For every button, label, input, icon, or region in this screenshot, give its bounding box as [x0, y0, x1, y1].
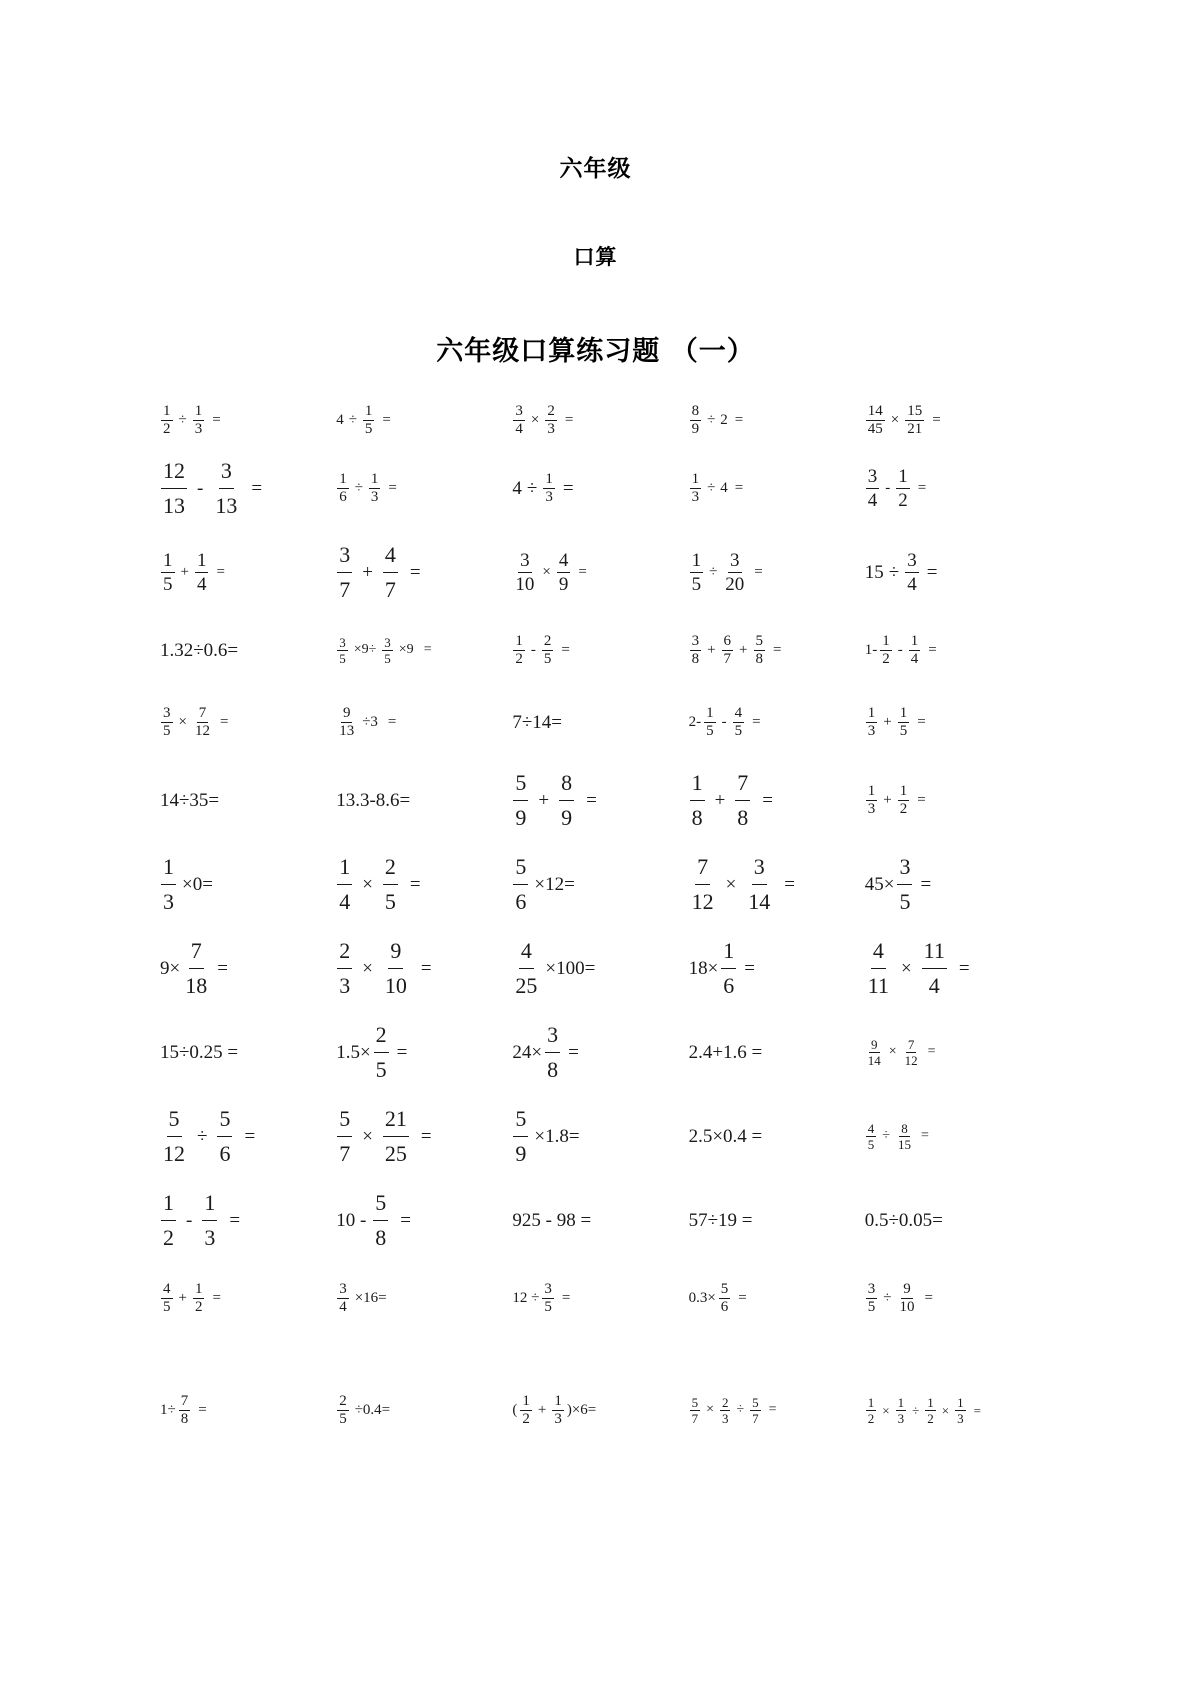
math-expression: $\frac{3}{10}$ × $\frac{4}{9}$ =	[515, 549, 587, 595]
problem-cell	[336, 472, 512, 505]
problem-cell	[160, 785, 336, 815]
problem-cell	[865, 1121, 1041, 1151]
math-expression: $\frac{14}{45}$ × $\frac{15}{21}$ =	[867, 402, 941, 437]
problem-cell	[160, 1394, 336, 1427]
problem-row	[160, 394, 1041, 446]
problem-cell	[689, 706, 865, 739]
problem-row	[160, 446, 1041, 530]
math-expression: 14÷35=	[160, 789, 220, 811]
math-expression: $\frac{5}{12}$ ÷ $\frac{5}{6}$ =	[163, 1105, 256, 1166]
problem-cell	[336, 785, 512, 815]
problem-cell	[512, 634, 688, 667]
problem-cell	[689, 853, 865, 914]
math-expression: $\frac{3}{5}$ ×9÷ $\frac{3}{5}$ ×9 =	[339, 634, 432, 666]
problem-cell	[512, 551, 688, 594]
math-expression: $\frac{1}{2}$ - $\frac{2}{5}$ =	[515, 632, 570, 667]
problem-cell	[689, 1205, 865, 1235]
math-expression: 4 ÷ $\frac{1}{5}$ =	[336, 402, 391, 437]
math-expression: 7÷14=	[512, 711, 563, 733]
problem-cell	[336, 853, 512, 914]
problem-cell	[865, 467, 1041, 510]
math-expression: $\frac{4}{11}$ × $\frac{11}{4}$ =	[867, 937, 970, 998]
problem-cell	[160, 404, 336, 437]
problem-cell	[689, 404, 865, 437]
problem-cell	[512, 853, 688, 914]
problem-cell	[336, 1282, 512, 1315]
math-expression: $\frac{1}{4}$ × $\frac{2}{5}$ =	[339, 853, 421, 914]
problem-cell	[160, 853, 336, 914]
problem-cell	[512, 1021, 688, 1082]
math-expression: 15÷0.25 =	[160, 1041, 239, 1063]
math-expression: $\frac{1}{2}$ ÷ $\frac{1}{3}$ =	[163, 402, 221, 437]
math-expression: 2.4+1.6 =	[688, 1041, 763, 1063]
problem-row	[160, 1010, 1041, 1094]
problem-grid	[0, 394, 1191, 1446]
problem-cell	[865, 551, 1041, 594]
problem-cell	[512, 1282, 688, 1315]
math-expression: $\frac{1}{2}$ - $\frac{1}{3}$ =	[163, 1189, 241, 1250]
problem-cell	[336, 706, 512, 739]
problem-cell	[865, 634, 1041, 667]
problem-cell	[865, 1037, 1041, 1067]
math-expression: 57÷19 =	[688, 1209, 753, 1231]
problem-cell	[336, 541, 512, 602]
problem-row	[160, 1178, 1041, 1262]
math-expression: $\frac{3}{5}$ × $\frac{7}{12}$ =	[163, 704, 229, 739]
problem-cell	[160, 1282, 336, 1315]
problem-cell	[512, 769, 688, 830]
math-expression: 1.5× $\frac{2}{5}$ =	[336, 1021, 408, 1082]
math-expression: $\frac{1}{5}$ + $\frac{1}{4}$ =	[163, 549, 225, 595]
math-expression: $\frac{1}{2}$ × $\frac{1}{3}$ ÷ $\frac{1}{2}$ × $\frac{1}{3}$ =	[867, 1394, 981, 1426]
problem-cell	[864, 853, 1041, 914]
math-expression: $\frac{3}{8}$ + $\frac{6}{7}$ + $\frac{5}{8}$ =	[691, 632, 782, 667]
math-expression: 0.3× $\frac{5}{6}$ =	[688, 1280, 747, 1315]
problem-cell	[512, 1105, 688, 1166]
problem-cell	[865, 937, 1041, 998]
page-heading-subject: 口算	[573, 245, 618, 269]
math-expression: 1÷ $\frac{7}{8}$ =	[160, 1392, 207, 1427]
problem-row	[160, 1374, 1041, 1446]
problem-row	[160, 686, 1041, 758]
problem-cell	[336, 1021, 512, 1082]
problem-row	[160, 530, 1041, 614]
math-expression: $\frac{5}{7}$ × $\frac{21}{25}$ =	[339, 1105, 432, 1166]
math-expression: $\frac{12}{13}$ - $\frac{3}{13}$ =	[163, 457, 263, 518]
math-expression: $\frac{3}{7}$ + $\frac{4}{7}$ =	[339, 541, 421, 602]
math-expression: $\frac{3}{4}$ - $\frac{1}{2}$ =	[867, 465, 927, 511]
math-expression: 0.5÷0.05=	[864, 1209, 943, 1231]
math-expression: $\frac{5}{7}$ × $\frac{2}{3}$ ÷ $\frac{5}{7}$ =	[691, 1394, 777, 1426]
math-expression: 10 - $\frac{5}{8}$ =	[336, 1189, 411, 1250]
math-expression: $\frac{4}{25}$ ×100=	[515, 937, 596, 998]
problem-cell	[160, 635, 336, 665]
math-expression: 18× $\frac{1}{6}$ =	[688, 937, 755, 998]
math-expression: $\frac{1}{8}$ + $\frac{7}{8}$ =	[691, 769, 773, 830]
math-expression: $\frac{2}{3}$ × $\frac{9}{10}$ =	[339, 937, 432, 998]
math-expression: 13.3-8.6=	[336, 789, 411, 811]
math-expression: $\frac{3}{5}$ ÷ $\frac{9}{10}$ =	[867, 1280, 933, 1315]
math-expression: $\frac{4}{5}$ ÷ $\frac{8}{15}$ =	[867, 1120, 929, 1152]
problem-cell	[689, 634, 865, 667]
problem-cell	[689, 1282, 865, 1315]
problem-cell	[512, 472, 688, 505]
math-expression: $\frac{1}{3}$ + $\frac{1}{2}$ =	[867, 782, 926, 817]
math-expression: 2.5×0.4 =	[688, 1125, 763, 1147]
problem-row	[160, 1262, 1041, 1334]
math-expression: $\frac{4}{5}$ + $\frac{1}{2}$ =	[163, 1280, 221, 1315]
math-expression: $\frac{1}{3}$ ×0=	[163, 853, 213, 914]
math-expression: $\frac{5}{9}$ ×1.8=	[515, 1105, 580, 1166]
page-heading-grade: 六年级	[559, 156, 632, 182]
problem-cell	[336, 635, 512, 665]
math-expression: $\frac{1}{6}$ ÷ $\frac{1}{3}$ =	[339, 470, 397, 505]
problem-cell	[688, 937, 865, 998]
math-expression: $\frac{5}{9}$ + $\frac{8}{9}$ =	[515, 769, 597, 830]
problem-row	[160, 1094, 1041, 1178]
math-expression: $\frac{8}{9}$ ÷ 2 =	[691, 402, 744, 437]
math-expression: 925 - 98 =	[512, 1209, 592, 1231]
problem-cell	[689, 1121, 865, 1151]
math-expression: 9× $\frac{7}{18}$ =	[160, 937, 228, 998]
math-expression: 45× $\frac{3}{5}$ =	[864, 853, 932, 914]
math-expression: $\frac{5}{6}$ ×12=	[515, 853, 575, 914]
problem-cell	[160, 937, 336, 998]
math-expression: $\frac{3}{4}$ × $\frac{2}{3}$ =	[515, 402, 574, 437]
math-expression: $\frac{1}{5}$ ÷ $\frac{3}{20}$ =	[691, 549, 763, 595]
math-expression: $\frac{1}{3}$ ÷ 4 =	[691, 470, 744, 505]
problem-row	[160, 926, 1041, 1010]
math-expression: 4 ÷ $\frac{1}{3}$ =	[512, 470, 574, 505]
problem-cell	[336, 1189, 512, 1250]
math-expression: $\frac{7}{12}$ × $\frac{3}{14}$ =	[691, 853, 795, 914]
math-expression: 2- $\frac{1}{5}$ - $\frac{4}{5}$ =	[688, 704, 761, 739]
math-expression: $\frac{3}{4}$ ×16=	[339, 1280, 387, 1315]
problem-cell	[336, 937, 512, 998]
problem-cell	[160, 1105, 336, 1166]
problem-cell	[865, 404, 1041, 437]
problem-cell	[160, 1189, 336, 1250]
problem-cell	[865, 1282, 1041, 1315]
problem-cell	[512, 1394, 688, 1427]
problem-cell	[512, 404, 688, 437]
math-expression: 12 ÷ $\frac{3}{5}$ =	[512, 1280, 571, 1315]
math-expression: 1.32÷0.6=	[160, 639, 239, 661]
math-expression: $\frac{9}{14}$ × $\frac{7}{12}$ =	[867, 1036, 936, 1068]
problem-cell	[865, 1205, 1041, 1235]
problem-cell	[865, 1395, 1041, 1425]
problem-cell	[865, 784, 1041, 817]
problem-cell	[865, 706, 1041, 739]
problem-cell	[160, 457, 336, 518]
math-expression: ( $\frac{1}{2}$ + $\frac{1}{3}$ )×6=	[512, 1392, 597, 1427]
problem-cell	[160, 706, 336, 739]
problem-cell	[689, 1037, 865, 1067]
math-expression: $\frac{9}{13}$ ÷3 =	[339, 704, 397, 739]
problem-cell	[512, 1205, 688, 1235]
problem-cell	[160, 551, 336, 594]
problem-row	[160, 758, 1041, 842]
problem-cell	[336, 404, 512, 437]
problem-cell	[512, 937, 688, 998]
problem-cell	[689, 551, 865, 594]
problem-cell	[689, 1395, 865, 1425]
math-expression: 24× $\frac{3}{8}$ =	[512, 1021, 579, 1082]
problem-row	[160, 614, 1041, 686]
math-expression: 1- $\frac{1}{2}$ - $\frac{1}{4}$ =	[864, 632, 937, 667]
problem-cell	[336, 1105, 512, 1166]
problem-cell	[160, 1037, 336, 1067]
problem-cell	[512, 707, 688, 737]
problem-cell	[689, 769, 865, 830]
page-title: 六年级口算练习题 （一）	[436, 336, 755, 367]
math-expression: $\frac{1}{3}$ + $\frac{1}{5}$ =	[867, 704, 926, 739]
math-expression: 15 ÷ $\frac{3}{4}$ =	[864, 549, 938, 595]
problem-cell	[336, 1394, 512, 1427]
problem-cell	[689, 472, 865, 505]
math-expression: $\frac{2}{5}$ ÷0.4=	[339, 1392, 391, 1427]
problem-row	[160, 842, 1041, 926]
